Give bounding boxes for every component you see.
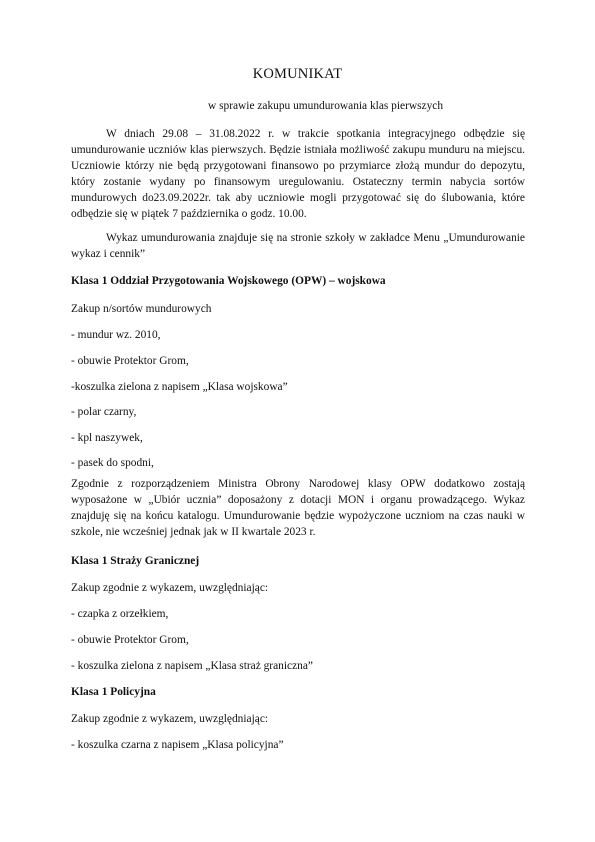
document-title: KOMUNIKAT [252, 66, 343, 82]
document-subtitle: w sprawie zakupu umundurowania klas pierwszych [208, 100, 444, 112]
list-item: - koszulka czarna z napisem „Klasa policyjna” [71, 739, 284, 751]
section-police-intro: Zakup zgodnie z wykazem, uwzględniając: [71, 713, 269, 725]
list-item: - obuwie Protektor Grom, [71, 634, 189, 646]
section-border-heading: Klasa 1 Straży Granicznej [71, 555, 200, 567]
intro-paragraph: W dniach 29.08 – 31.08.2022 r. w trakcie spotkania integracyjnego odbędzie się umundurowanie uczniów klas pierwszych. Będzie istniała możliwość zakupu munduru na miejscu. Uczniowie którzy nie będą przygotowani finansowo po przymiarce złożą mundur do depozytu, który zostanie wydany po finansowym uregulowaniu. Ostateczny termin nabycia sortów mundurowych do23.09.2022r. tak aby uczniowie mogli przygotować się do ślubowania, które odbędzie się w piątek 7 października o godz. 10.00. [71, 128, 525, 220]
section-police-heading: Klasa 1 Policyjna [71, 686, 156, 698]
list-item: - koszulka zielona z napisem „Klasa straż graniczna” [71, 660, 313, 672]
list-item: - polar czarny, [71, 406, 137, 418]
list-item: - obuwie Protektor Grom, [71, 355, 189, 367]
list-item: -koszulka zielona z napisem „Klasa wojskowa” [71, 381, 288, 393]
section-opw-intro: Zakup n/sortów mundurowych [71, 303, 212, 315]
list-item: - pasek do spodni, [71, 457, 154, 469]
list-item: - kpl naszywek, [71, 432, 143, 444]
list-item: - mundur wz. 2010, [71, 329, 161, 341]
list-item: - czapka z orzełkiem, [71, 608, 169, 620]
section-opw-heading: Klasa 1 Oddział Przygotowania Wojskowego (OPW) – wojskowa [71, 275, 386, 287]
catalog-paragraph: Wykaz umundurowania znajduje się na stronie szkoły w zakładce Menu „Umundurowanie wykaz i cennik” [71, 232, 525, 260]
section-opw-note: Zgodnie z rozporządzeniem Ministra Obrony Narodowej klasy OPW dodatkowo zostają wyposażone w „Ubiór ucznia” doposażony z dotacji MON i organu prowadzącego. Wykaz znajduję się na końcu katalogu. Umundurowanie będzie wypożyczone uczniom na czas nauki w szkole, nie wcześniej jednak jak w II kwartale 2023 r. [71, 478, 525, 538]
section-border-intro: Zakup zgodnie z wykazem, uwzględniając: [71, 582, 269, 594]
